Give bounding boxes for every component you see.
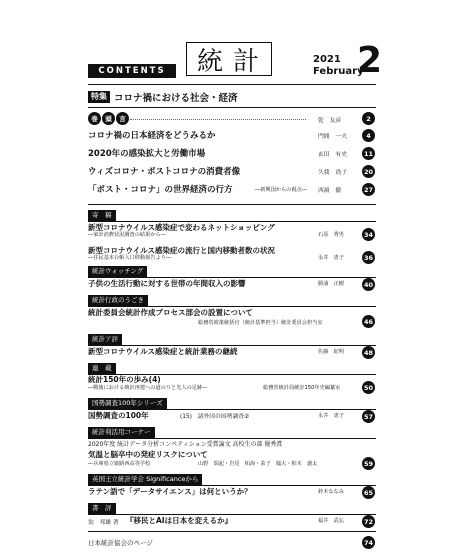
toc-subtitle: ―兵庫県立姫路西高等学校	[88, 461, 151, 467]
section-label: 統計利活用コーナー	[88, 427, 155, 438]
makigen-char: 言	[116, 112, 129, 125]
toc-author: 石原 秀男	[318, 232, 344, 238]
page-number[interactable]: 59	[362, 457, 375, 470]
toc-row[interactable]	[88, 536, 376, 550]
section-label: 連 載	[88, 363, 116, 374]
section-label: 英国王立統計学会 Significanceから	[88, 474, 202, 485]
toc-title: 統計委員会統計作成プロセス部会の設置について	[88, 308, 253, 317]
toc-author: 西濵 徹	[318, 188, 342, 194]
toc-row[interactable]	[88, 129, 376, 143]
page-number[interactable]: 57	[362, 410, 375, 423]
issue-month: February	[313, 66, 364, 77]
toc-author: 山野 瑞起・岩見 拓海・菜子 鳳大・柏木 創太	[198, 461, 318, 467]
toc-author: 福井 武弘	[318, 518, 344, 524]
toc-title: 「ポスト・コロナ」の世界経済の行方	[88, 185, 233, 195]
makigen-char: 巻	[88, 112, 101, 125]
page-number[interactable]: 4	[362, 129, 375, 142]
contents-label: CONTENTS	[88, 64, 176, 78]
toc-title: 『移民とAIは日本を変えるか』	[126, 516, 233, 525]
toc-row[interactable]	[88, 147, 376, 161]
toc-title: 子供の生活行動に対する世帯の年間収入の影響	[88, 279, 246, 288]
page-number[interactable]: 40	[362, 278, 375, 291]
magazine-title: 統計	[186, 42, 272, 76]
toc-title: 気温と脳卒中の発症リスクについて	[88, 450, 208, 459]
toc-subtitle: ―戦後における統計再建への道のりと先人の足跡―	[88, 385, 208, 391]
page-number[interactable]: 50	[362, 381, 375, 394]
page-number[interactable]: 48	[362, 346, 375, 359]
toc-pretitle: 2020年度 統計データ分析コンペティション受賞論文 高校生の部 優秀賞	[88, 441, 283, 448]
page-number[interactable]: 34	[362, 228, 375, 241]
section-label: 統計行政のうごき	[88, 295, 148, 306]
toc-subtitle: ―家計消費状況調査の結果から―	[88, 232, 166, 238]
toc-title: コロナ禍の日本経済をどうみるか	[88, 131, 216, 141]
toc-author: 門間 一夫	[318, 134, 347, 140]
makigen-author: 乾 友彦	[318, 118, 342, 124]
section-divider	[88, 204, 376, 205]
page-number[interactable]: 46	[362, 315, 375, 328]
issue-number: 2	[357, 40, 383, 81]
page-number[interactable]: 36	[362, 251, 375, 264]
toc-row[interactable]	[88, 307, 376, 326]
header-divider	[88, 84, 376, 85]
makigen-char: 頭	[102, 112, 115, 125]
issue-year: 2021	[313, 54, 341, 65]
toc-subtitle: ―住民基本台帳人口移動報告より―	[88, 255, 172, 261]
toc-row[interactable]	[88, 165, 376, 179]
toc-title: ウィズコロナ・ポストコロナの消費者像	[88, 167, 241, 177]
toc-author: 勝浦 正樹	[318, 281, 344, 287]
toc-author: 久我 尚子	[318, 170, 347, 176]
page-number[interactable]: 11	[362, 147, 375, 160]
makigen-heading[interactable]	[88, 112, 130, 125]
leader-line	[130, 119, 306, 120]
section-label: 書 評	[88, 503, 116, 514]
toc-row[interactable]	[88, 346, 376, 360]
toc-title: 日本統計協会のページ	[88, 539, 153, 547]
feature-badge: 特集	[88, 91, 110, 103]
toc-row[interactable]	[88, 222, 376, 239]
feature-title: コロナ禍における社会・経済	[114, 93, 238, 104]
toc-author: 総務省政策統括官（統計基準担当）統計委員会担当室	[198, 320, 323, 326]
toc-book-author: 翁 邦雄 著	[88, 520, 119, 526]
toc-title: 新型コロナウイルス感染症で変わるネットショッピング	[88, 223, 275, 232]
toc-title: 2020年の感染拡大と労働市場	[88, 149, 206, 159]
page-number[interactable]: 72	[362, 515, 375, 528]
toc-author: 永井 恵子	[318, 413, 344, 419]
toc-row[interactable]	[88, 374, 376, 392]
toc-row[interactable]	[88, 486, 376, 500]
toc-author: 佐藤 紀明	[318, 349, 344, 355]
section-rule	[88, 531, 376, 532]
toc-title-suffix: (15) 諸外国の国勢調査②	[180, 414, 250, 420]
section-label: 寄 稿	[88, 210, 116, 221]
toc-author: 永井 恵子	[318, 255, 344, 261]
toc-title: 新型コロナウイルス感染症と統計業務の継続	[88, 347, 238, 356]
toc-subtitle: ―新興国からの視点―	[255, 187, 307, 193]
page-number[interactable]: 27	[362, 183, 375, 196]
toc-row[interactable]	[88, 410, 376, 424]
toc-row[interactable]	[88, 515, 376, 529]
toc-row[interactable]	[88, 183, 376, 197]
section-label: 統計ウォッチング	[88, 266, 147, 277]
toc-author: 玄田 有史	[318, 152, 347, 158]
section-label: 統計ア評	[88, 334, 122, 345]
toc-title: 国勢調査の100年	[88, 411, 149, 420]
page-number[interactable]: 74	[362, 536, 375, 549]
toc-title: 新型コロナウイルス感染症の流行と国内移動者数の状況	[88, 246, 276, 255]
toc-row[interactable]	[88, 278, 376, 292]
section-label: 国勢調査100年シリーズ	[88, 398, 167, 409]
toc-title: ラテン語で「データサイエンス」は何というか？	[88, 487, 252, 496]
page-number[interactable]: 2	[362, 112, 375, 125]
page-number[interactable]: 65	[362, 486, 375, 499]
toc-author: 総務省統計局統計150年史編纂室	[263, 385, 341, 391]
page-number[interactable]: 20	[362, 165, 375, 178]
toc-author: 鈴木ななみ	[318, 489, 344, 495]
toc-title: 統計150年の歩み(4)	[88, 375, 161, 384]
feature-heading	[88, 90, 238, 104]
toc-row[interactable]	[88, 245, 376, 262]
feature-divider	[88, 107, 376, 108]
